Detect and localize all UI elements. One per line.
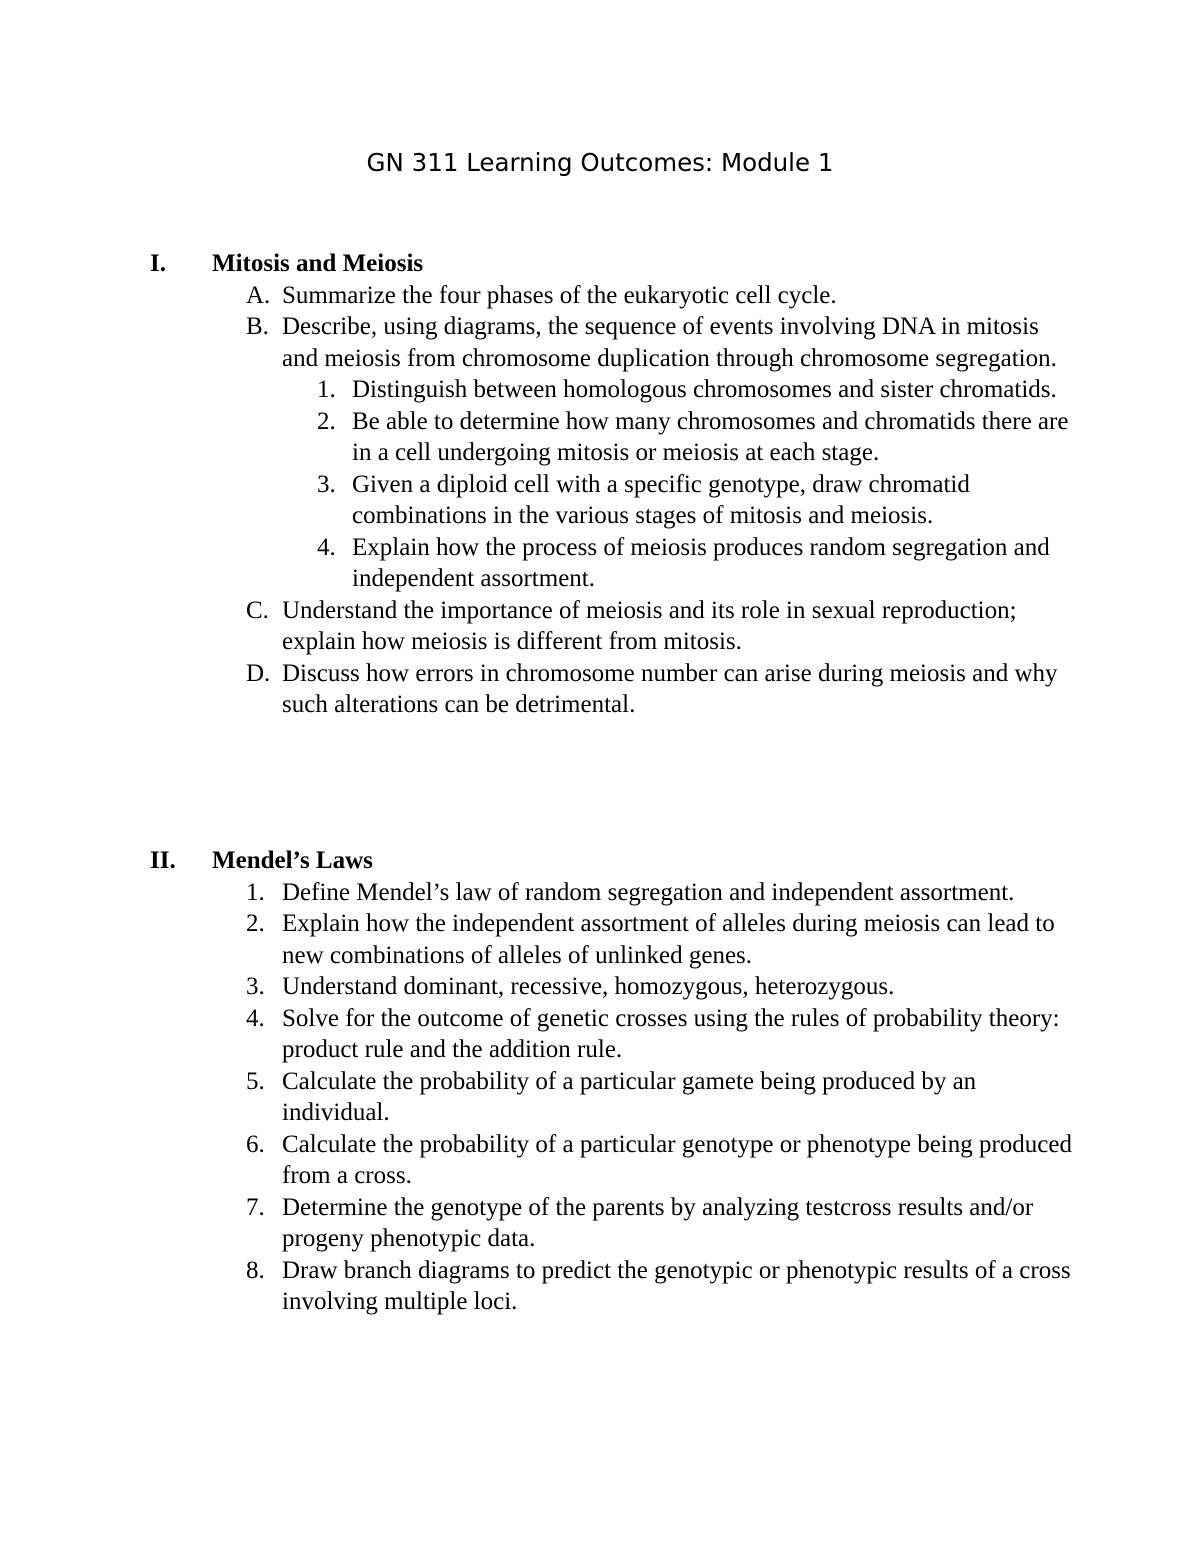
item-text: Explain how the independent assortment of alleles during meiosis can lead to new combinations of alleles of unlinked genes. <box>282 910 1055 969</box>
item-text: Understand the importance of meiosis and its role in sexual reproduction; explain how meiosis is different from mitosis. <box>282 596 1017 655</box>
section-mitosis-meiosis <box>150 248 1080 721</box>
outcome-subitem <box>150 469 1080 532</box>
item-text: Draw branch diagrams to predict the genotypic or phenotypic results of a cross involving multiple loci. <box>282 1256 1071 1315</box>
outcome-subitem <box>150 406 1080 469</box>
item-text: Summarize the four phases of the eukaryotic cell cycle. <box>282 281 837 309</box>
item-marker: 8. <box>246 1256 265 1284</box>
item-marker: 2. <box>246 910 265 937</box>
outcome-item <box>150 1003 1080 1066</box>
item-marker: 3. <box>246 973 265 1000</box>
section-mendels-laws <box>150 845 1080 1318</box>
item-text: Define Mendel’s law of random segregation and independent assortment. <box>282 878 1015 906</box>
section-number: II. <box>150 847 176 874</box>
item-marker: B. <box>246 313 269 340</box>
item-text: Solve for the outcome of genetic crosses using the rules of probability theory: product rule and the addition rule. <box>282 1004 1060 1063</box>
outcome-item <box>150 1192 1080 1255</box>
section-heading <box>150 845 1080 877</box>
item-text: Understand dominant, recessive, homozygous, heterozygous. <box>282 973 895 1000</box>
outcome-subitem <box>150 374 1080 406</box>
item-marker: 1. <box>246 878 265 906</box>
item-text: Determine the genotype of the parents by analyzing testcross results and/or progeny phenotypic data. <box>282 1193 1034 1252</box>
outcome-item <box>150 1255 1080 1318</box>
subitem-marker: 3. <box>317 470 336 498</box>
item-text: Describe, using diagrams, the sequence of events involving DNA in mitosis and meiosis from chromosome duplication through chromosome segregation. <box>282 313 1057 372</box>
item-text: Calculate the probability of a particular gamete being produced by an individual. <box>282 1067 977 1126</box>
item-marker: C. <box>246 596 269 624</box>
subitem-text: Explain how the process of meiosis produces random segregation and independent assortment. <box>352 533 1050 592</box>
outcome-item <box>150 280 1080 312</box>
outcome-item <box>150 877 1080 909</box>
item-marker: 6. <box>246 1130 265 1158</box>
subitem-text: Be able to determine how many chromosomes and chromatids there are in a cell undergoing mitosis or meiosis at each stage. <box>352 407 1069 466</box>
subitem-marker: 4. <box>317 533 336 561</box>
document-title: GN 311 Learning Outcomes: Module 1 <box>366 148 834 177</box>
item-text: Discuss how errors in chromosome number can arise during meiosis and why such alterations can be detrimental. <box>282 659 1058 718</box>
subitem-marker: 1. <box>317 376 336 403</box>
section-heading <box>150 248 1080 280</box>
outcome-item <box>150 311 1080 374</box>
section-number: I. <box>150 250 166 277</box>
section-title: Mendel’s Laws <box>212 847 373 874</box>
outcome-subitem <box>150 532 1080 595</box>
item-text: Calculate the probability of a particular genotype or phenotype being produced from a cross. <box>282 1130 1073 1189</box>
outcome-item <box>150 908 1080 971</box>
outcome-item <box>150 595 1080 658</box>
item-marker: A. <box>246 281 271 309</box>
outcome-item <box>150 1066 1080 1129</box>
item-marker: 7. <box>246 1193 265 1221</box>
item-marker: 5. <box>246 1067 265 1095</box>
item-marker: D. <box>246 659 271 687</box>
outcome-item <box>150 1129 1080 1192</box>
outcome-item <box>150 971 1080 1003</box>
outcome-item <box>150 658 1080 721</box>
subitem-text: Distinguish between homologous chromosomes and sister chromatids. <box>352 376 1057 403</box>
item-marker: 4. <box>246 1004 265 1032</box>
section-title: Mitosis and Meiosis <box>212 250 424 277</box>
subitem-text: Given a diploid cell with a specific genotype, draw chromatid combinations in the various stages of mitosis and meiosis. <box>352 470 970 529</box>
subitem-marker: 2. <box>317 407 336 435</box>
